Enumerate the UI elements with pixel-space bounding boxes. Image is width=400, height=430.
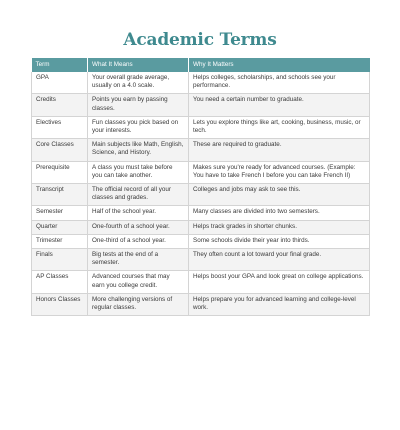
matters-cell: Helps prepare you for advanced learning and college-level work. — [189, 293, 370, 315]
meaning-cell: More challenging versions of regular classes. — [88, 293, 189, 315]
matters-cell: Helps colleges, scholarships, and schools see your performance. — [189, 72, 370, 94]
table-row — [32, 249, 370, 271]
table-row — [32, 161, 370, 183]
term-cell: Electives — [32, 116, 88, 138]
term-cell: AP Classes — [32, 271, 88, 293]
matters-cell: They often count a lot toward your final grade. — [189, 249, 370, 271]
table-row — [32, 116, 370, 138]
matters-cell: Helps boost your GPA and look great on college applications. — [189, 271, 370, 293]
meaning-cell: One-fourth of a school year. — [88, 220, 189, 234]
matters-cell: You need a certain number to graduate. — [189, 94, 370, 116]
term-cell: Transcript — [32, 184, 88, 206]
term-cell: Credits — [32, 94, 88, 116]
table-row — [32, 271, 370, 293]
meaning-cell: One-third of a school year. — [88, 234, 189, 248]
table-row — [32, 234, 370, 248]
meaning-cell: Half of the school year. — [88, 206, 189, 220]
term-cell: Core Classes — [32, 139, 88, 161]
table-row — [32, 94, 370, 116]
table-row — [32, 206, 370, 220]
term-cell: Semester — [32, 206, 88, 220]
meaning-cell: Big tests at the end of a semester. — [88, 249, 189, 271]
header-why-it-matters: Why It Matters — [189, 58, 370, 72]
meaning-cell: Your overall grade average, usually on a 4.0 scale. — [88, 72, 189, 94]
matters-cell: Lets you explore things like art, cooking, business, music, or tech. — [189, 116, 370, 138]
meaning-cell: Points you earn by passing classes. — [88, 94, 189, 116]
matters-cell: Makes sure you're ready for advanced courses. (Example: You have to take French I before you can take French II) — [189, 161, 370, 183]
matters-cell: Many classes are divided into two semesters. — [189, 206, 370, 220]
meaning-cell: A class you must take before you can take another. — [88, 161, 189, 183]
meaning-cell: Fun classes you pick based on your interests. — [88, 116, 189, 138]
table-row — [32, 220, 370, 234]
table-row — [32, 184, 370, 206]
term-cell: Honors Classes — [32, 293, 88, 315]
header-term: Term — [32, 58, 88, 72]
term-cell: Prerequisite — [32, 161, 88, 183]
table-row — [32, 72, 370, 94]
term-cell: GPA — [32, 72, 88, 94]
matters-cell: Some schools divide their year into thirds. — [189, 234, 370, 248]
table-row — [32, 139, 370, 161]
header-what-it-means: What It Means — [88, 58, 189, 72]
matters-cell: Helps track grades in shorter chunks. — [189, 220, 370, 234]
meaning-cell: The official record of all your classes and grades. — [88, 184, 189, 206]
matters-cell: Colleges and jobs may ask to see this. — [189, 184, 370, 206]
term-cell: Quarter — [32, 220, 88, 234]
term-cell: Finals — [32, 249, 88, 271]
term-cell: Trimester — [32, 234, 88, 248]
meaning-cell: Main subjects like Math, English, Science, and History. — [88, 139, 189, 161]
table-header-row — [32, 58, 370, 72]
table-row — [32, 293, 370, 315]
matters-cell: These are required to graduate. — [189, 139, 370, 161]
meaning-cell: Advanced courses that may earn you college credit. — [88, 271, 189, 293]
page-title: Academic Terms — [123, 30, 277, 50]
academic-terms-table — [31, 58, 370, 316]
